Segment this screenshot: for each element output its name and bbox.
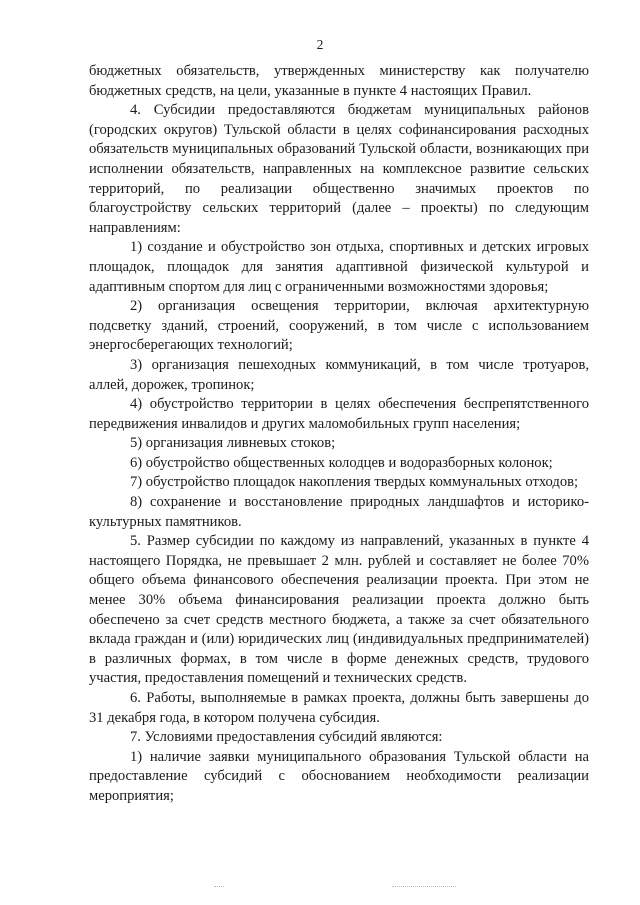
condition-item-1-application: 1) наличие заявки муниципального образования Тульской области на предоставление субсидий с обоснованием необходимости реализации мероприятия; — [89, 748, 589, 804]
paragraph-item-6-deadline: 6. Работы, выполняемые в рамках проекта, должны быть завершены до 31 декабря года, в котором получена субсидия. — [89, 690, 589, 726]
paragraph-continuation: бюджетных обязательств, утвержденных министерству как получателю бюджетных средств, на цели, указанные в пункте 4 настоящих Правил. — [89, 63, 589, 99]
list-item-5-storm-drains: 5) организация ливневых стоков; — [130, 435, 336, 452]
list-item-1-recreation-zones: 1) создание и обустройство зон отдыха, спортивных и детских игровых площадок, площадок для занятия адаптивной физической культурой и адаптивным спортом для лиц с ограниченными возможностями здоровья; — [89, 239, 589, 295]
scan-artifact-right — [392, 886, 456, 888]
list-item-7-waste-sites: 7) обустройство площадок накопления твердых коммунальных отходов; — [130, 474, 579, 491]
document-body — [89, 62, 589, 807]
paragraph-item-4-subsidies: 4. Субсидии предоставляются бюджетам муниципальных районов (городских округов) Тульской области в целях софинансирования расходных обязательств муниципальных образований Тульской области, возникающих при исполнении обязательств, направленных на комплексное развитие сельских территорий, по реализации общественно значимых проектов по благоустройству сельских территорий (далее – проекты) по следующим направлениям: — [89, 102, 589, 236]
list-item-4-accessibility: 4) обустройство территории в целях обеспечения беспрепятственного передвижения инвалидов и других маломобильных групп населения; — [89, 396, 589, 432]
paragraph-item-5-subsidy-size: 5. Размер субсидии по каждому из направлений, указанных в пункте 4 настоящего Порядка, не превышает 2 млн. рублей и составляет не более 70% общего объема финансового обеспечения реализации проекта. При этом не менее 30% объема финансирования реализации проекта должно быть обеспечено за счет средств местного бюджета, а также за счет обязательного вклада граждан и (или) юридических лиц (индивидуальных предпринимателей) в различных формах, в том числе в форме денежных средств, трудового участия, предоставления помещений и технических средств. — [89, 533, 589, 687]
list-item-3-pedestrian-paths: 3) организация пешеходных коммуникаций, в том числе тротуаров, аллей, дорожек, тропинок; — [89, 356, 589, 393]
page-number: 2 — [316, 37, 324, 52]
list-item-8-landscapes: 8) сохранение и восстановление природных ландшафтов и историко-культурных памятников. — [89, 494, 589, 530]
list-item-6-wells: 6) обустройство общественных колодцев и водоразборных колонок; — [130, 454, 553, 471]
scan-artifact-left — [214, 886, 224, 888]
paragraph-item-7-conditions: 7. Условиями предоставления субсидий являются: — [130, 729, 443, 746]
list-item-2-lighting: 2) организация освещения территории, включая архитектурную подсветку зданий, строений, сооружений, в том числе с использованием энергосберегающих технологий; — [89, 298, 589, 354]
